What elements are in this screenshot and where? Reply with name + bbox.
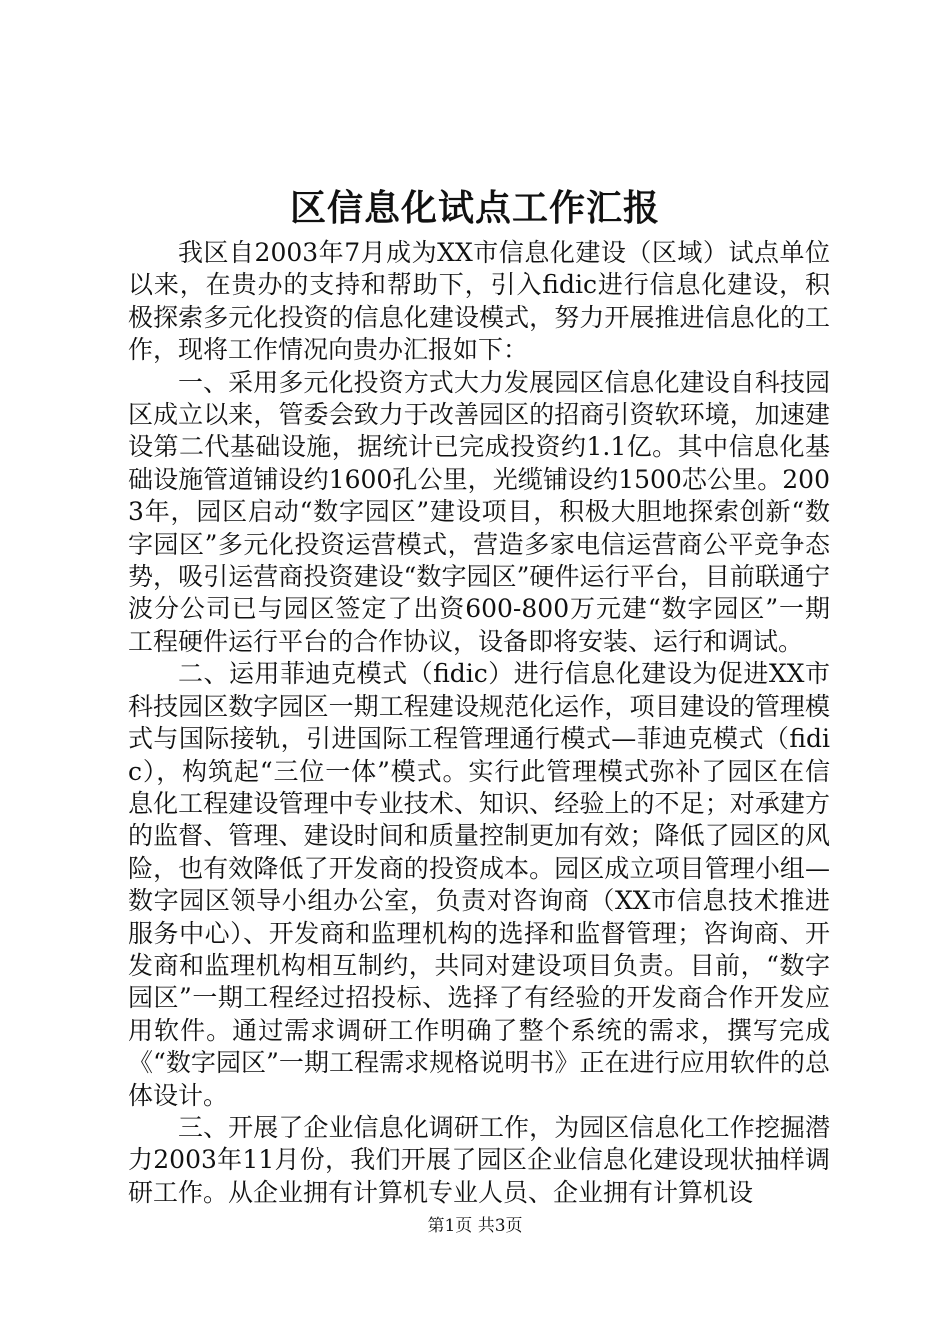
paragraph-section-3: 三、开展了企业信息化调研工作，为园区信息化工作挖掘潜力2003年11月份，我们开展了园区企业信息化建设现状抽样调研工作。从企业拥有计算机专业人员、企业拥有计算机设 bbox=[128, 1112, 830, 1207]
paragraph-section-1: 一、采用多元化投资方式大力发展园区信息化建设自科技园区成立以来，管委会致力于改善园区的招商引资软环境，加速建设第二代基础设施，据统计已完成投资约1.1亿。其中信息化基础设施管道铺设约1600孔公里，光缆铺设约1500芯公里。2003年，园区启动“数字园区”建设项目，积极大胆地探索创新“数字园区”多元化投资运营模式，营造多家电信运营商公平竞争态势，吸引运营商投资建设“数字园区”硬件运行平台，目前联通宁波分公司已与园区签定了出资600-800万元建“数字园区”一期工程硬件运行平台的合作协议，设备即将安装、运行和调试。 bbox=[128, 367, 830, 656]
page-number-footer: 第1页 共3页 bbox=[427, 1216, 523, 1236]
document-body bbox=[128, 237, 830, 1209]
paragraph-section-2: 二、运用菲迪克模式（fidic）进行信息化建设为促进XX市科技园区数字园区一期工程建设规范化运作，项目建设的管理模式与国际接轨，引进国际工程管理通行模式—菲迪克模式（fidic），构筑起“三位一体”模式。实行此管理模式弥补了园区在信息化工程建设管理中专业技术、知识、经验上的不足；对承建方的监督、管理、建设时间和质量控制更加有效；降低了园区的风险，也有效降低了开发商的投资成本。园区成立项目管理小组—数字园区领导小组办公室，负责对咨询商（XX市信息技术推进服务中心）、开发商和监理机构的选择和监督管理；咨询商、开发商和监理机构相互制约，共同对建设项目负责。目前，“数字园区”一期工程经过招投标、选择了有经验的开发商合作开发应用软件。通过需求调研工作明确了整个系统的需求，撰写完成《“数字园区”一期工程需求规格说明书》正在进行应用软件的总体设计。 bbox=[128, 659, 830, 1110]
document-title: 区信息化试点工作汇报 bbox=[289, 187, 660, 229]
paragraph-intro: 我区自2003年7月成为XX市信息化建设（区域）试点单位以来，在贵办的支持和帮助下，引入fidic进行信息化建设，积极探索多元化投资的信息化建设模式，努力开展推进信息化的工作，现将工作情况向贵办汇报如下： bbox=[128, 238, 830, 365]
